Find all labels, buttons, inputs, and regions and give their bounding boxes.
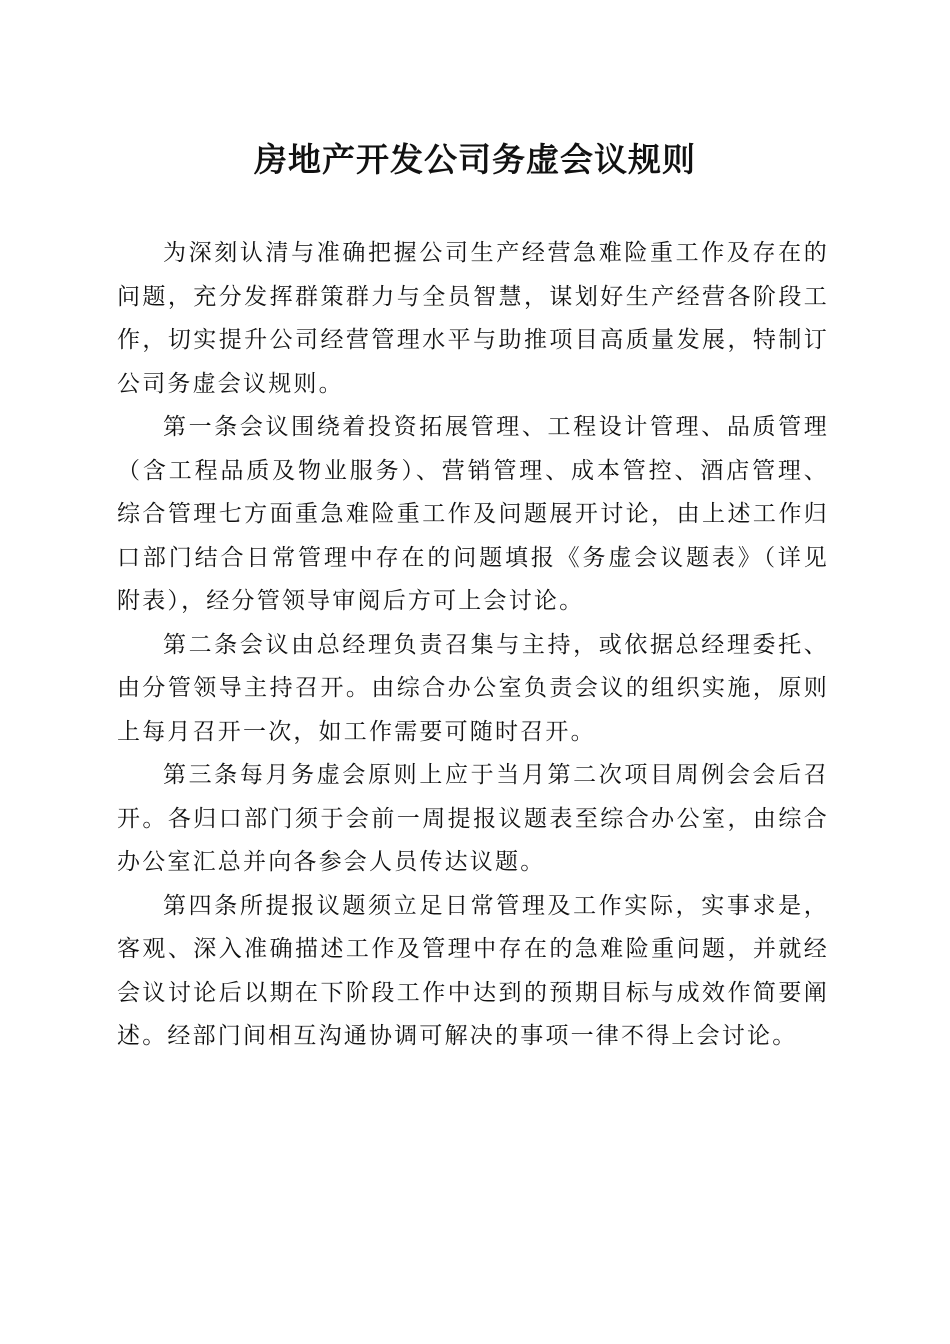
paragraph-article-3: 第三条每月务虚会原则上应于当月第二次项目周例会会后召开。各归口部门须于会前一周提报议题表至综合办公室，由综合办公室汇总并向各参会人员传达议题。: [117, 762, 829, 875]
paragraph-preamble: 为深刻认清与准确把握公司生产经营急难险重工作及存在的问题，充分发挥群策群力与全员智慧，谋划好生产经营各阶段工作，切实提升公司经营管理水平与助推项目高质量发展，特制订公司务虚会议规则。: [117, 240, 829, 397]
paragraph-article-1: 第一条会议围绕着投资拓展管理、工程设计管理、品质管理（含工程品质及物业服务）、营销管理、成本管控、酒店管理、综合管理七方面重急难险重工作及问题展开讨论，由上述工作归口部门结合日常管理中存在的问题填报《务虚会议题表》（详见附表），经分管领导审阅后方可上会讨论。: [117, 414, 829, 614]
document-title: 房地产开发公司务虚会议规则: [254, 140, 696, 179]
document-body: [117, 232, 829, 1059]
paragraph-article-2: 第二条会议由总经理负责召集与主持，或依据总经理委托、由分管领导主持召开。由综合办公室负责会议的组织实施，原则上每月召开一次，如工作需要可随时召开。: [117, 631, 829, 745]
paragraph-article-4: 第四条所提报议题须立足日常管理及工作实际，实事求是，客观、深入准确描述工作及管理中存在的急难险重问题，并就经会议讨论后以期在下阶段工作中达到的预期目标与成效作简要阐述。经部门间相互沟通协调可解决的事项一律不得上会讨论。: [117, 892, 829, 1049]
